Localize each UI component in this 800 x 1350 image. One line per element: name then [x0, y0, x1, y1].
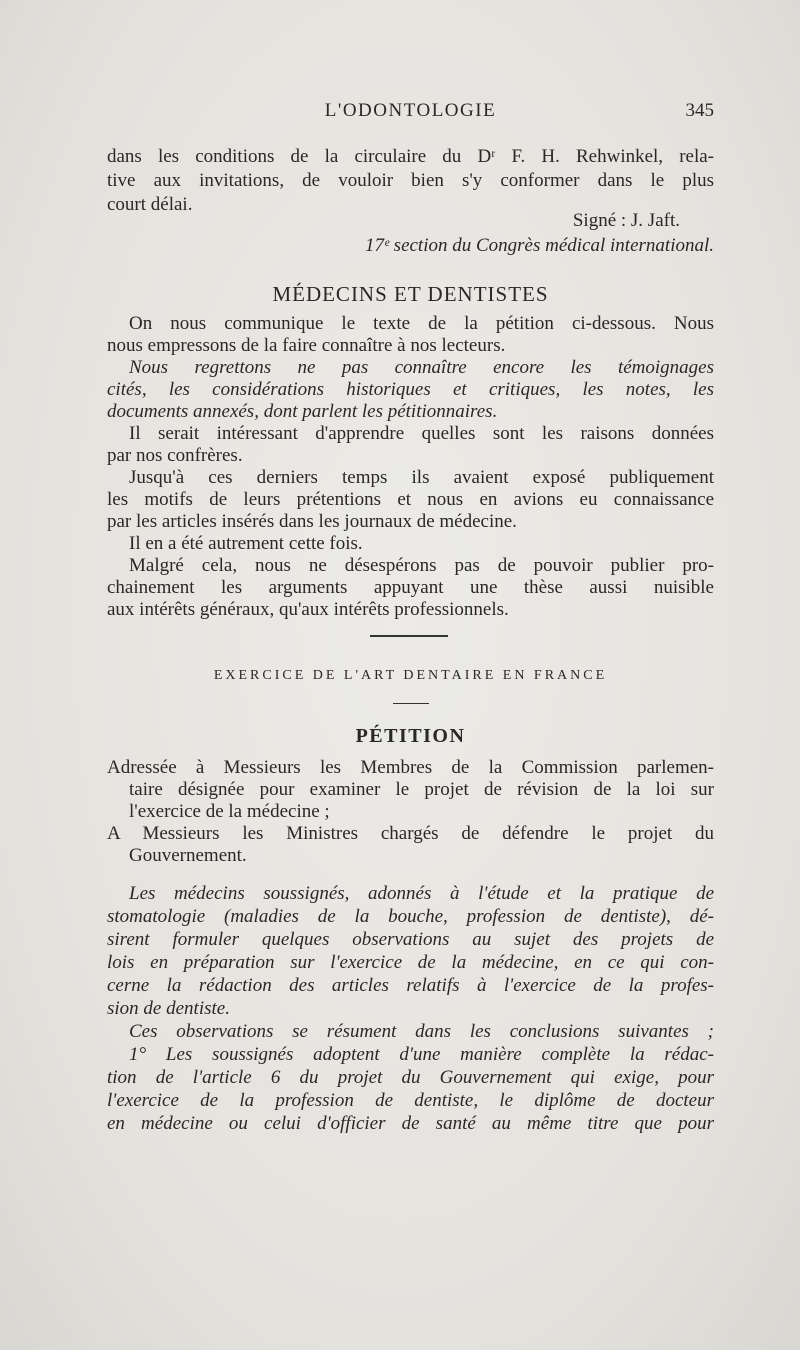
text-line: en médecine ou celui d'officier de santé au même titre que pour — [107, 1113, 714, 1134]
text-line: les motifs de leurs prétentions et nous en avions eu connaissance — [107, 489, 714, 510]
divider-rule — [370, 635, 448, 637]
signature-section: 17ᵉ section du Congrès médical international. — [364, 235, 714, 256]
journal-title: L'ODONTOLOGIE — [324, 100, 497, 121]
text-line: sion de dentiste. — [107, 998, 230, 1019]
text-line: Ces observations se résument dans les conclusions suivantes ; — [129, 1021, 714, 1042]
text-line: l'exercice de la profession de dentiste, le diplôme de docteur — [107, 1090, 714, 1111]
text-line: court délai. — [107, 194, 193, 215]
text-line: sirent formuler quelques observations au sujet des projets de — [107, 929, 714, 950]
text-line: dans les conditions de la circulaire du Dʳ F. H. Rehwinkel, rela- — [107, 146, 714, 167]
text-line: Adressée à Messieurs les Membres de la Commission parlemen- — [107, 757, 714, 778]
running-header — [107, 100, 714, 130]
text-line: On nous communique le texte de la pétition ci-dessous. Nous — [129, 313, 714, 334]
text-line: cerne la rédaction des articles relatifs à l'exercice de la profes- — [107, 975, 714, 996]
text-line: par nos confrères. — [107, 445, 243, 466]
petition-title: PÉTITION — [355, 725, 466, 747]
section-heading: EXERCICE DE L'ART DENTAIRE EN FRANCE — [213, 668, 608, 683]
signature-block — [107, 210, 714, 260]
text-line: Jusqu'à ces derniers temps ils avaient exposé publiquement — [129, 467, 714, 488]
text-line: lois en préparation sur l'exercice de la médecine, en ce qui con- — [107, 952, 714, 973]
text-line: Nous regrettons ne pas connaître encore les témoignages — [129, 357, 714, 378]
text-line: 1° Les soussignés adoptent d'une manière complète la rédac- — [129, 1044, 714, 1065]
text-line: chainement les arguments appuyant une thèse aussi nuisible — [107, 577, 714, 598]
short-rule — [393, 703, 429, 704]
text-line: nous empressons de la faire connaître à nos lecteurs. — [107, 335, 506, 356]
text-line: taire désignée pour examiner le projet de révision de la loi sur — [129, 779, 714, 800]
page-number: 345 — [685, 100, 714, 121]
section-heading: MÉDECINS ET DENTISTES — [272, 282, 549, 306]
text-line: documents annexés, dont parlent les pétitionnaires. — [107, 401, 498, 422]
text-line: aux intérêts généraux, qu'aux intérêts professionnels. — [107, 599, 509, 620]
text-line: cités, les considérations historiques et critiques, les notes, les — [107, 379, 714, 400]
text-line: Les médecins soussignés, adonnés à l'étude et la pratique de — [129, 883, 714, 904]
text-line: Gouvernement. — [129, 845, 247, 866]
text-line: par les articles insérés dans les journaux de médecine. — [107, 511, 517, 532]
text-line: Malgré cela, nous ne désespérons pas de pouvoir publier pro- — [129, 555, 714, 576]
text-line: tion de l'article 6 du projet du Gouvernement qui exige, pour — [107, 1067, 714, 1088]
text-line: Il en a été autrement cette fois. — [129, 533, 363, 554]
intro-paragraph — [107, 146, 714, 216]
text-line: l'exercice de la médecine ; — [129, 801, 330, 822]
text-line: A Messieurs les Ministres chargés de défendre le projet du — [107, 823, 714, 844]
text-line: tive aux invitations, de vouloir bien s'y conformer dans le plus — [107, 170, 714, 191]
signature-name: Signé : J. Jaft. — [572, 210, 680, 231]
text-line: stomatologie (maladies de la bouche, profession de dentiste), dé- — [107, 906, 714, 927]
text-line: Il serait intéressant d'apprendre quelles sont les raisons données — [129, 423, 714, 444]
